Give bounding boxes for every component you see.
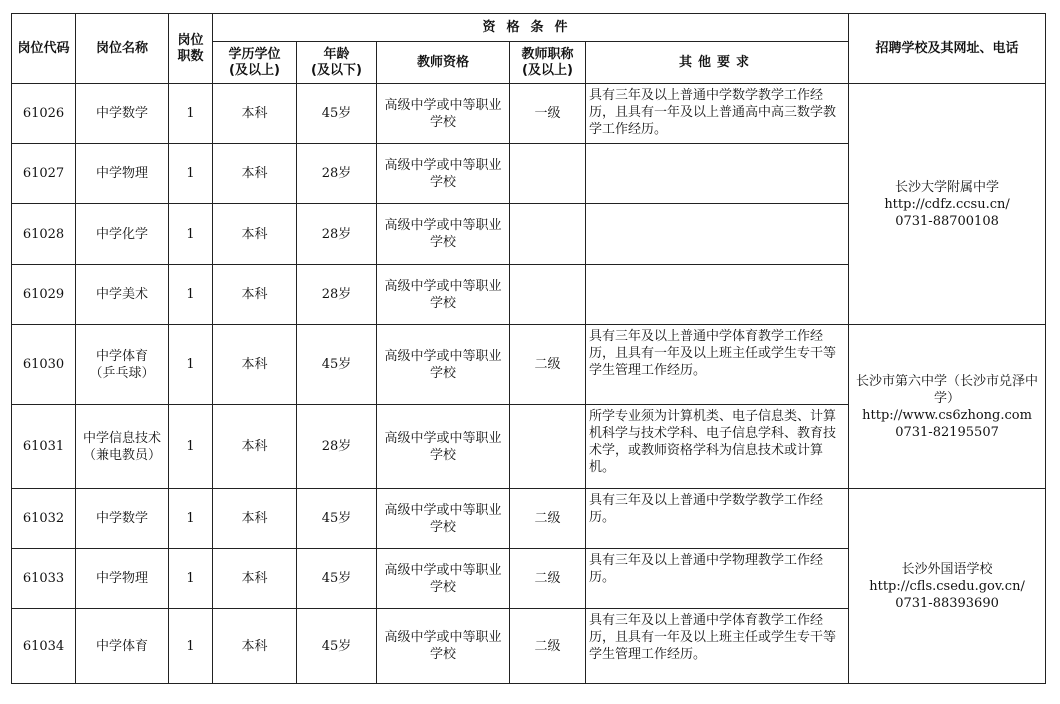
education: 本科 — [213, 144, 297, 204]
position-name-line: 中学信息技术 — [82, 430, 161, 446]
header-age-line2: (及以下) — [311, 62, 362, 78]
position-code: 61029 — [12, 265, 76, 325]
position-name-line: 中学化学 — [95, 226, 148, 242]
age-limit: 45岁 — [297, 549, 377, 609]
table-row — [12, 325, 1046, 405]
header-teacher-title-line1: 教师职称 — [521, 46, 574, 62]
teacher-cert: 高级中学或中等职业学校 — [377, 489, 510, 549]
age-limit: 45岁 — [297, 84, 377, 144]
position-count: 1 — [169, 405, 213, 489]
school-info — [849, 489, 1046, 684]
position-code: 61031 — [12, 405, 76, 489]
school-name: 长沙外国语学校 — [901, 561, 993, 577]
teacher-title: 二级 — [510, 609, 586, 684]
age-limit: 45岁 — [297, 325, 377, 405]
header-count-line2: 职数 — [177, 48, 204, 64]
education: 本科 — [213, 489, 297, 549]
teacher-cert: 高级中学或中等职业学校 — [377, 405, 510, 489]
position-code: 61032 — [12, 489, 76, 549]
header-education — [213, 42, 297, 84]
teacher-cert: 高级中学或中等职业学校 — [377, 144, 510, 204]
teacher-cert: 高级中学或中等职业学校 — [377, 84, 510, 144]
teacher-title — [510, 144, 586, 204]
age-limit: 45岁 — [297, 489, 377, 549]
table-body — [12, 84, 1046, 684]
other-requirements: 具有三年及以上普通中学体育教学工作经历，且具有一年及以上班主任或学生专干等学生管理工作经历。 — [586, 325, 849, 405]
education: 本科 — [213, 204, 297, 265]
header-code: 岗位代码 — [12, 14, 76, 84]
position-count: 1 — [169, 84, 213, 144]
teacher-cert: 高级中学或中等职业学校 — [377, 204, 510, 265]
position-count: 1 — [169, 265, 213, 325]
header-education-line2: (及以上) — [229, 62, 280, 78]
school-phone: 0731-82195507 — [895, 424, 999, 440]
position-name-line: 中学物理 — [95, 166, 148, 181]
position-name-line: 中学物理 — [95, 571, 148, 586]
teacher-cert: 高级中学或中等职业学校 — [377, 609, 510, 684]
school-name: 长沙市第六中学（长沙市兑泽中学）http://www.cs6zhong.com — [856, 373, 1039, 423]
header-count-line1: 岗位 — [177, 32, 204, 48]
other-requirements: 具有三年及以上普通中学数学教学工作经历，且具有一年及以上普通高中高三数学教学工作经历。 — [586, 84, 849, 144]
teacher-title — [510, 204, 586, 265]
position-name-line: 中学数学 — [95, 106, 148, 121]
position-name-line: 中学体育 — [95, 638, 148, 654]
school-name: 长沙大学附属中学 — [895, 179, 1000, 195]
school-info — [849, 84, 1046, 325]
position-count: 1 — [169, 489, 213, 549]
position-name — [76, 489, 169, 549]
position-name — [76, 405, 169, 489]
header-teacher-title-line2: (及以上) — [522, 62, 573, 78]
school-phone: 0731-88700108 — [895, 213, 999, 229]
other-requirements: 具有三年及以上普通中学物理教学工作经历。 — [586, 549, 849, 609]
education: 本科 — [213, 405, 297, 489]
header-age-line1: 年龄 — [323, 46, 350, 62]
position-code: 61030 — [12, 325, 76, 405]
header-teacher-cert: 教师资格 — [377, 42, 510, 84]
teacher-title — [510, 405, 586, 489]
teacher-title: 二级 — [510, 325, 586, 405]
age-limit: 28岁 — [297, 204, 377, 265]
position-name — [76, 144, 169, 204]
other-requirements: 具有三年及以上普通中学体育教学工作经历，且具有一年及以上班主任或学生专干等学生管理工作经历。 — [586, 609, 849, 684]
position-count: 1 — [169, 144, 213, 204]
age-limit: 28岁 — [297, 265, 377, 325]
position-name-line: （乒乓球） — [89, 365, 155, 381]
education: 本科 — [213, 609, 297, 684]
position-name-line: （兼电教员） — [82, 447, 161, 463]
header-teacher-title — [510, 42, 586, 84]
table-row — [12, 84, 1046, 144]
teacher-title — [510, 265, 586, 325]
school-phone: 0731-88393690 — [895, 595, 999, 611]
position-code: 61026 — [12, 84, 76, 144]
teacher-title: 二级 — [510, 549, 586, 609]
position-count: 1 — [169, 609, 213, 684]
other-requirements — [586, 144, 849, 204]
header-qualifications: 资格条件 — [213, 14, 849, 42]
position-name-line: 中学体育 — [95, 348, 148, 364]
age-limit: 28岁 — [297, 405, 377, 489]
position-name — [76, 204, 169, 265]
position-code: 61034 — [12, 609, 76, 684]
other-requirements — [586, 265, 849, 325]
school-url: http://cfls.csedu.gov.cn/ — [869, 578, 1025, 594]
age-limit: 45岁 — [297, 609, 377, 684]
other-requirements: 所学专业须为计算机类、电子信息类、计算机科学与技术学科、电子信息学科、教育技术学，或教师资格学科为信息技术或计算机。 — [586, 405, 849, 489]
position-name-line: 中学数学 — [95, 511, 148, 526]
position-name — [76, 609, 169, 684]
teacher-cert: 高级中学或中等职业学校 — [377, 265, 510, 325]
age-limit: 28岁 — [297, 144, 377, 204]
education: 本科 — [213, 325, 297, 405]
header-education-line1: 学历学位 — [228, 46, 281, 62]
teacher-title: 一级 — [510, 84, 586, 144]
position-name — [76, 84, 169, 144]
position-count: 1 — [169, 549, 213, 609]
teacher-title: 二级 — [510, 489, 586, 549]
header-age — [297, 42, 377, 84]
education: 本科 — [213, 549, 297, 609]
header-other: 其他要求 — [586, 42, 849, 84]
position-name — [76, 549, 169, 609]
header-school: 招聘学校及其网址、电话 — [849, 14, 1046, 84]
education: 本科 — [213, 265, 297, 325]
position-name — [76, 325, 169, 405]
position-count: 1 — [169, 204, 213, 265]
education: 本科 — [213, 84, 297, 144]
position-code: 61033 — [12, 549, 76, 609]
teacher-cert: 高级中学或中等职业学校 — [377, 325, 510, 405]
school-info — [849, 325, 1046, 489]
position-name — [76, 265, 169, 325]
header-name: 岗位名称 — [76, 14, 169, 84]
recruitment-table — [11, 13, 1046, 684]
other-requirements: 具有三年及以上普通中学数学教学工作经历。 — [586, 489, 849, 549]
table-row — [12, 489, 1046, 549]
header-count — [169, 14, 213, 84]
position-code: 61028 — [12, 204, 76, 265]
other-requirements — [586, 204, 849, 265]
teacher-cert: 高级中学或中等职业学校 — [377, 549, 510, 609]
position-name-line: 中学美术 — [95, 287, 148, 302]
school-url: http://cdfz.ccsu.cn/ — [884, 196, 1010, 212]
position-code: 61027 — [12, 144, 76, 204]
position-count: 1 — [169, 325, 213, 405]
